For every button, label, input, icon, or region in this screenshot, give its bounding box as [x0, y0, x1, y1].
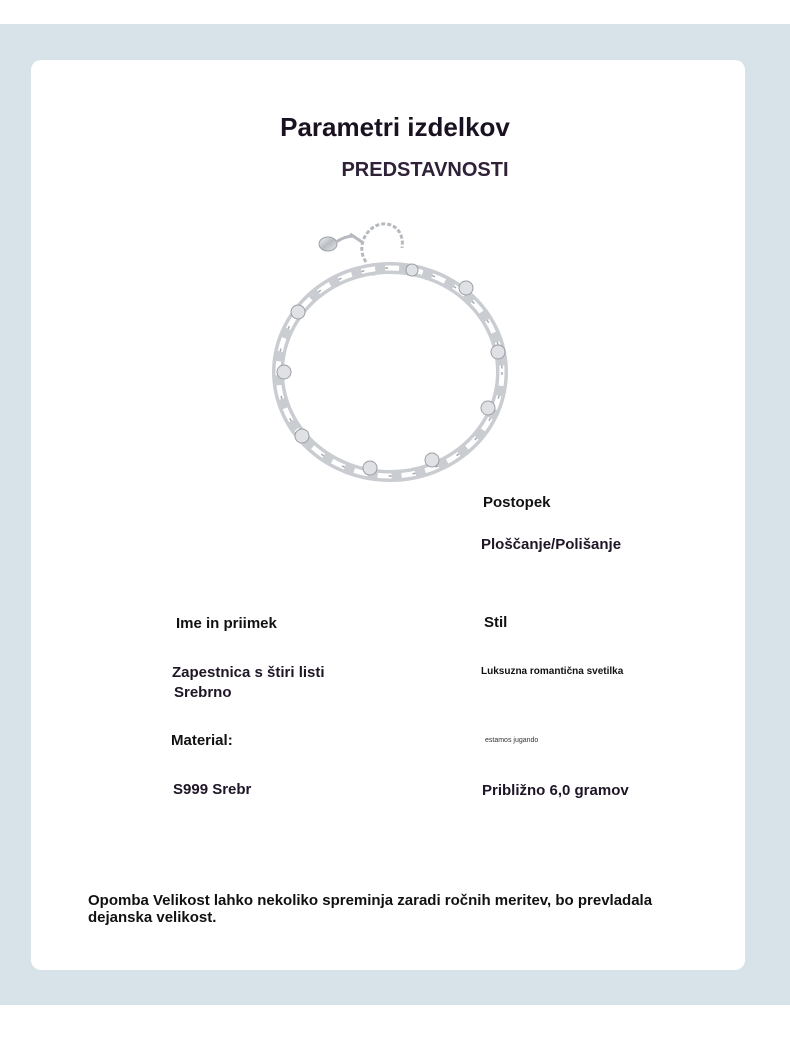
name-value-line2: Srebrno	[174, 684, 232, 701]
weight-value: Približno 6,0 gramov	[482, 782, 629, 799]
page-subtitle: PREDSTAVNOSTI	[341, 159, 509, 181]
name-value-line1: Zapestnica s štiri listi	[172, 664, 325, 681]
style-label: Stil	[484, 614, 508, 631]
page-title: Parametri izdelkov	[280, 112, 510, 142]
weight-label: estamos jugando	[485, 737, 539, 744]
name-label: Ime in priimek	[176, 615, 277, 632]
bracelet-image	[262, 212, 524, 490]
process-value: Ploščanje/Polišanje	[481, 536, 622, 553]
style-value: Luksuzna romantična svetilka	[481, 666, 624, 677]
size-note: Opomba Velikost lahko nekoliko spreminja zaradi ročnih meritev, bo prevladala dejanska velikost.	[88, 892, 653, 926]
process-label: Postopek	[483, 494, 551, 511]
material-label: Material:	[171, 732, 233, 749]
material-value: S999 Srebr	[173, 781, 252, 798]
content-card	[31, 60, 745, 970]
